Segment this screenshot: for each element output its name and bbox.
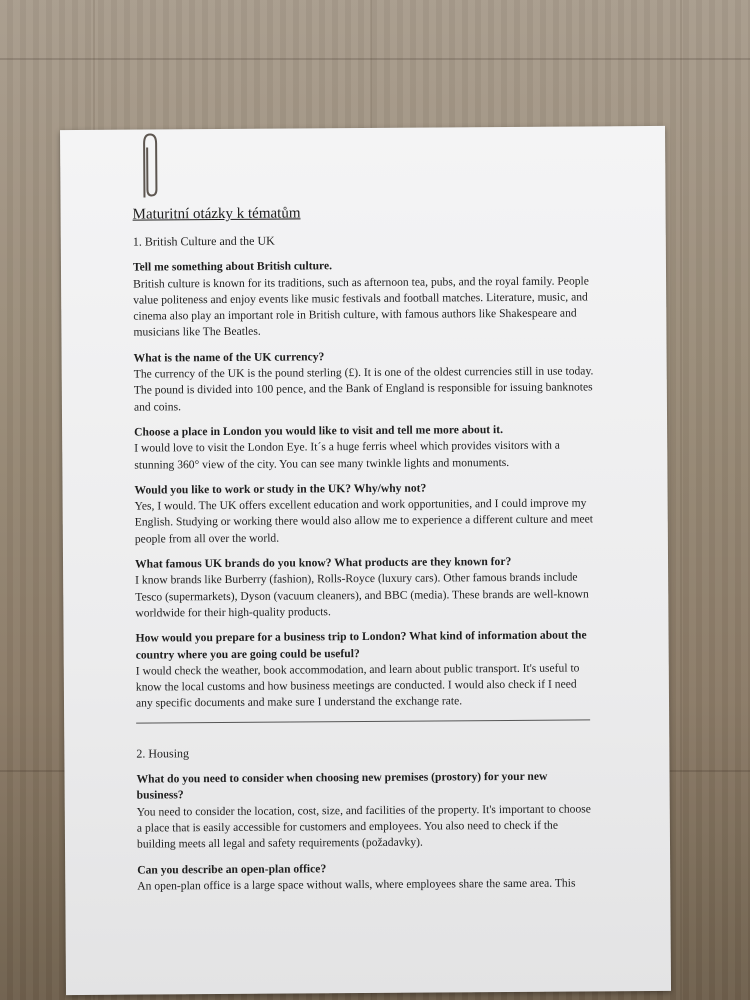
question: What famous UK brands do you know? What products are they known for? (134, 555, 512, 571)
question: Choose a place in London you would like to visit and tell me more about it. (134, 422, 504, 439)
question: Tell me something about British culture. (132, 259, 333, 274)
question: How would you prepare for a business trip to London? What kind of information about the country where you are going could be useful? (135, 628, 587, 662)
answer: Yes, I would. The UK offers excellent education and work opportunities, and I could improve my English. Studying or working there would also allow me to experience a different culture and meet people from all over the world. (134, 496, 594, 546)
qa-item (133, 257, 594, 342)
section-heading: 2. Housing (136, 745, 190, 761)
answer: An open-plan office is a large space without walls, where employees share the same area. This (137, 876, 576, 893)
qa-item (136, 768, 597, 853)
qa-item (136, 628, 597, 713)
section-divider (136, 719, 590, 723)
qa-item (137, 859, 597, 895)
answer: You need to consider the location, cost, size, and facilities of the property. It's important to choose a place that is easily accessible for customers and employees. You also need to check if the building meets all legal and safety requirements (požadavky). (136, 802, 591, 851)
question: What do you need to consider when choosing new premises (prostory) for your new business? (136, 769, 548, 802)
question: Would you like to work or study in the UK? Why/why not? (134, 481, 427, 497)
paper-sheet (60, 126, 671, 995)
section-heading: 1. British Culture and the UK (132, 233, 275, 249)
qa-item (135, 553, 595, 621)
qa-item (134, 421, 594, 473)
document-title: Maturitní otázky k tématům (132, 205, 301, 223)
paperclip-icon (138, 131, 160, 201)
answer: British culture is known for its traditions, such as afternoon tea, pubs, and the royal family. People value politeness and enjoy events like music festivals and football matches. Literature, music, and cinema also play an important role in British culture, with famous authors like Shakespeare and musicians like The Beatles. (133, 274, 589, 340)
question: Can you describe an open-plan office? (137, 861, 327, 877)
question: What is the name of the UK currency? (133, 350, 325, 365)
qa-item (134, 347, 594, 415)
answer: I would love to visit the London Eye. It´s a huge ferris wheel which provides visitors with a stunning 360° view of the city. You can see many twinkle lights and monuments. (134, 438, 560, 472)
document-body (133, 201, 598, 903)
qa-item (134, 479, 594, 547)
floor-seam (0, 58, 750, 60)
answer: I know brands like Burberry (fashion), Rolls-Royce (luxury cars). Other famous brands include Tesco (supermarkets), Dyson (vacuum cleaners), and BBC (media). These brands are well-known worldwide for their high-quality products. (135, 570, 589, 620)
answer: I would check the weather, book accommodation, and learn about public transport. It's useful to know the local customs and how business meetings are conducted. I would also check if I need any specific documents and make sure I understand the exchange rate. (135, 661, 580, 711)
answer: The currency of the UK is the pound sterling (£). It is one of the oldest currencies still in use today. The pound is divided into 100 pence, and the Bank of England is responsible for issuing banknotes and coins. (133, 364, 594, 414)
